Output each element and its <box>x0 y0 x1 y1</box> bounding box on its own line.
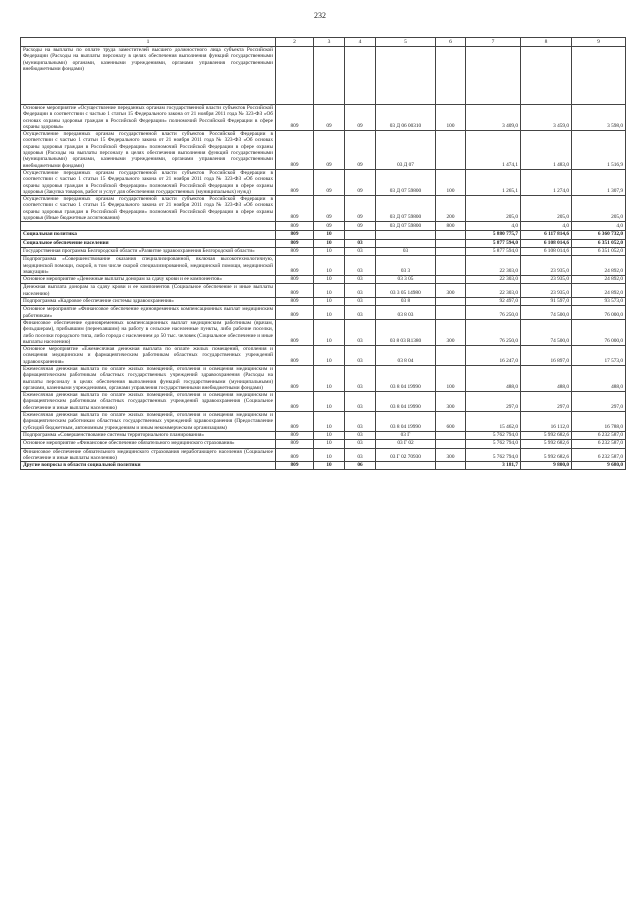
table-row <box>21 247 626 255</box>
section-code: 10 <box>314 298 345 306</box>
amount-year-1: 5 880 775,7 <box>466 231 521 239</box>
expense-type-code <box>436 346 466 366</box>
subsection-code: 03 <box>345 365 376 391</box>
table-row <box>21 392 626 412</box>
item-name: Денежная выплата донорам за сдачу крови и ее компонентов (Социальное обеспечение и иные выплаты населению) <box>21 284 276 298</box>
amount-year-2: 6 117 814,6 <box>521 231 572 239</box>
ministry-code: 809 <box>276 169 314 195</box>
target-article-code: 03 Г <box>376 431 436 439</box>
section-code: 09 <box>314 222 345 231</box>
col-header: 3 <box>314 38 345 47</box>
amount-year-2: 16 897,0 <box>521 346 572 366</box>
item-name: Основное мероприятие «Денежные выплаты донорам за сдачу крови и ее компонентов» <box>21 276 276 284</box>
amount-year-3: 6 351 052,0 <box>572 239 626 247</box>
target-article-code: 03 8 04 19990 <box>376 365 436 391</box>
target-article-code: 03 Д 07 59800 <box>376 169 436 195</box>
amount-year-2: 297,0 <box>521 392 572 412</box>
col-header: 2 <box>276 38 314 47</box>
item-name: Расходы на выплаты по оплате труда заместителей высшего должностного лица субъекта Российской Федерации (Расходы на выплаты персоналу в целях обеспечения выполнения функций государственными (муниципальными) органами, казенными учреждениями, органами управления государственными внебюджетными фондами) <box>21 47 276 105</box>
target-article-code: 03 Г 02 <box>376 440 436 448</box>
expense-type-code <box>436 247 466 255</box>
subsection-code: 03 <box>345 276 376 284</box>
subsection-code: 03 <box>345 256 376 276</box>
amount-year-2: 488,0 <box>521 365 572 391</box>
table-row <box>21 131 626 170</box>
amount-year-1: 22 303,0 <box>466 276 521 284</box>
expense-type-code <box>436 47 466 105</box>
amount-year-2: 23 935,0 <box>521 284 572 298</box>
target-article-code <box>376 47 436 105</box>
subsection-code: 03 <box>345 239 376 247</box>
table-row <box>21 412 626 432</box>
table-row <box>21 276 626 284</box>
item-name: Осуществление переданных органам государственной власти субъектов Российской Федерации в соответствии с частью 1 статьи 15 Федерального закона от 21 ноября 2011 года № 323-ФЗ «Об основах охраны здоровья граждан в Российской Федерации» полномочий Российской Федерации в сфере охраны здоровья (Расходы на выплаты персоналу в целях обеспечения выполнения функций государственными (муниципальными) органами, казенными учреждениями, органами управления государственными внебюджетными фондами) <box>21 131 276 170</box>
amount-year-3: 17 573,0 <box>572 346 626 366</box>
amount-year-2: 4,0 <box>521 222 572 231</box>
section-code: 09 <box>314 105 345 131</box>
item-name: Основное мероприятие «Ежемесячная денежная выплата по оплате жилых помещений, отопления и освещения медицинским и фармацевтическим работникам областных государственных учреждений здравоохранения» <box>21 346 276 366</box>
ministry-code: 809 <box>276 306 314 320</box>
amount-year-2: 1 274,0 <box>521 169 572 195</box>
amount-year-3: 205,0 <box>572 196 626 222</box>
expense-type-code <box>436 231 466 239</box>
target-article-code: 03 Д 07 <box>376 131 436 170</box>
col-header: 9 <box>572 38 626 47</box>
amount-year-2 <box>521 47 572 105</box>
section-code: 10 <box>314 319 345 345</box>
table-row <box>21 105 626 131</box>
ministry-code: 809 <box>276 462 314 470</box>
section-code: 10 <box>314 276 345 284</box>
table-row <box>21 306 626 320</box>
section-code: 10 <box>314 392 345 412</box>
target-article-code: 03 <box>376 247 436 255</box>
table-row <box>21 365 626 391</box>
amount-year-2: 23 935,0 <box>521 276 572 284</box>
col-header: 6 <box>436 38 466 47</box>
amount-year-1: 22 303,0 <box>466 256 521 276</box>
amount-year-2: 5 992 682,6 <box>521 440 572 448</box>
target-article-code: 03 8 <box>376 298 436 306</box>
ministry-code: 809 <box>276 431 314 439</box>
subsection-code: 03 <box>345 284 376 298</box>
subsection-code: 03 <box>345 448 376 462</box>
amount-year-3: 16 788,0 <box>572 412 626 432</box>
col-header: 7 <box>466 38 521 47</box>
section-code: 10 <box>314 448 345 462</box>
target-article-code: 03 Д 07 59800 <box>376 196 436 222</box>
expense-type-code <box>436 462 466 470</box>
amount-year-1: 205,0 <box>466 196 521 222</box>
ministry-code: 809 <box>276 222 314 231</box>
amount-year-2: 205,0 <box>521 196 572 222</box>
amount-year-3: 76 000,0 <box>572 319 626 345</box>
target-article-code: 03 3 05 <box>376 276 436 284</box>
target-article-code: 03 Д 07 59800 <box>376 222 436 231</box>
amount-year-3: 6 360 732,0 <box>572 231 626 239</box>
expense-type-code <box>436 131 466 170</box>
ministry-code: 809 <box>276 231 314 239</box>
section-code: 10 <box>314 306 345 320</box>
amount-year-3: 4,0 <box>572 222 626 231</box>
table-row <box>21 462 626 470</box>
amount-year-2: 91 597,0 <box>521 298 572 306</box>
item-name: Ежемесячная денежная выплата по оплате жилых помещений, отопления и освещения медицинским и фармацевтическим работникам областных государственных учреждений здравоохранения (Предоставление субсидий бюджетным, автономным учреждениям и иным некоммерческим организациям) <box>21 412 276 432</box>
expense-type-code <box>436 440 466 448</box>
amount-year-3: 24 892,0 <box>572 284 626 298</box>
amount-year-3: 6 351 052,0 <box>572 247 626 255</box>
table-row <box>21 256 626 276</box>
ministry-code: 809 <box>276 276 314 284</box>
item-name: Основное мероприятие «Финансовое обеспечение обязательного медицинского страхования» <box>21 440 276 448</box>
amount-year-2: 9 800,0 <box>521 462 572 470</box>
ministry-code: 809 <box>276 284 314 298</box>
table-row <box>21 47 626 105</box>
section-code: 09 <box>314 131 345 170</box>
table-row <box>21 346 626 366</box>
expense-type-code: 100 <box>436 365 466 391</box>
subsection-code: 03 <box>345 412 376 432</box>
col-header: 4 <box>345 38 376 47</box>
amount-year-1: 76 250,0 <box>466 319 521 345</box>
amount-year-2: 5 992 682,6 <box>521 448 572 462</box>
amount-year-2: 16 112,0 <box>521 412 572 432</box>
subsection-code: 09 <box>345 169 376 195</box>
target-article-code: 03 8 03 <box>376 306 436 320</box>
amount-year-3: 9 680,0 <box>572 462 626 470</box>
subsection-code: 06 <box>345 462 376 470</box>
subsection-code: 09 <box>345 222 376 231</box>
expense-type-code: 100 <box>436 105 466 131</box>
amount-year-1: 92 497,0 <box>466 298 521 306</box>
subsection-code <box>345 47 376 105</box>
target-article-code <box>376 462 436 470</box>
ministry-code: 809 <box>276 365 314 391</box>
expense-type-code <box>436 256 466 276</box>
subsection-code: 03 <box>345 392 376 412</box>
subsection-code: 03 <box>345 306 376 320</box>
amount-year-2: 1 483,0 <box>521 131 572 170</box>
item-name: Ежемесячная денежная выплата по оплате жилых помещений, отопления и освещения медицинским и фармацевтическим работникам областных государственных учреждений здравоохранения (Расходы на выплаты персоналу в целях обеспечения выполнения функций государственными (муниципальными) органами, казенными учреждениями, органами управления государственными внебюджетными фондами) <box>21 365 276 391</box>
ministry-code: 809 <box>276 448 314 462</box>
target-article-code: 03 8 03 R1380 <box>376 319 436 345</box>
amount-year-3: 6 232 587,0 <box>572 440 626 448</box>
target-article-code <box>376 231 436 239</box>
item-name <box>21 222 276 231</box>
ministry-code: 809 <box>276 319 314 345</box>
page-number: 232 <box>314 11 326 20</box>
expense-type-code: 300 <box>436 448 466 462</box>
amount-year-1: 5 762 794,0 <box>466 448 521 462</box>
table-row <box>21 196 626 222</box>
ministry-code: 809 <box>276 392 314 412</box>
item-name: Подпрограмма «Совершенствование оказания специализированной, включая высокотехнологичную, медицинской помощи, скорой, в том числе скорой специализированной, медицинской помощи, медицинской эвакуации» <box>21 256 276 276</box>
subsection-code: 09 <box>345 196 376 222</box>
expense-type-code <box>436 306 466 320</box>
col-header: 5 <box>376 38 436 47</box>
amount-year-3: 1 516,9 <box>572 131 626 170</box>
expense-type-code <box>436 276 466 284</box>
section-code: 10 <box>314 231 345 239</box>
amount-year-1: 488,0 <box>466 365 521 391</box>
amount-year-2: 23 935,0 <box>521 256 572 276</box>
item-name: Основное мероприятие «Осуществление переданных органам государственной власти субъектов Российской Федерации в соответствии с частью 1 статьи 15 Федерального закона от 21 ноября 2011 года № 323-ФЗ «Об основах охраны здоровья граждан в Российской Федерации» полномочий Российской Федерации в сфере охраны здоровья» <box>21 105 276 131</box>
target-article-code <box>376 239 436 247</box>
amount-year-3: 93 573,0 <box>572 298 626 306</box>
amount-year-3 <box>572 47 626 105</box>
amount-year-1: 297,0 <box>466 392 521 412</box>
ministry-code: 809 <box>276 105 314 131</box>
item-name: Основное мероприятие «Финансовое обеспечение единовременных компенсационных выплат медицинским работникам» <box>21 306 276 320</box>
amount-year-1: 3 181,7 <box>466 462 521 470</box>
header-row <box>21 38 626 47</box>
amount-year-2: 6 108 014,6 <box>521 247 572 255</box>
target-article-code: 03 8 04 <box>376 346 436 366</box>
expense-type-code: 300 <box>436 392 466 412</box>
target-article-code: 03 8 04 19990 <box>376 412 436 432</box>
expense-type-code: 600 <box>436 412 466 432</box>
item-name: Осуществление переданных органам государственной власти субъектов Российской Федерации в соответствии с частью 1 статьи 15 Федерального закона от 21 ноября 2011 года № 323-ФЗ «Об основах охраны здоровья граждан в Российской Федерации» полномочий Российской Федерации в сфере охраны здоровья (Закупка товаров, работ и услуг для обеспечения государственных (муниципальных) нужд) <box>21 169 276 195</box>
amount-year-3: 3 598,0 <box>572 105 626 131</box>
section-code: 10 <box>314 247 345 255</box>
subsection-code: 09 <box>345 105 376 131</box>
subsection-code: 03 <box>345 247 376 255</box>
amount-year-1: 1 265,1 <box>466 169 521 195</box>
expense-type-code: 800 <box>436 222 466 231</box>
ministry-code <box>276 47 314 105</box>
item-name: Финансовое обеспечение единовременных компенсационных выплат медицинским работникам (врачам, фельдшерам), прибывшим (переехавшим) на работу в сельские населенные пункты, либо рабочие поселки, либо поселки городского типа, либо города с населением до 50 тыс. человек (Социальное обеспечение и иные выплаты населению) <box>21 319 276 345</box>
table-row <box>21 440 626 448</box>
amount-year-2: 6 108 014,6 <box>521 239 572 247</box>
section-code: 09 <box>314 196 345 222</box>
expense-type-code: 200 <box>436 196 466 222</box>
table-row <box>21 239 626 247</box>
expense-type-code: 100 <box>436 169 466 195</box>
amount-year-1: 5 762 794,0 <box>466 431 521 439</box>
amount-year-1: 15 462,0 <box>466 412 521 432</box>
amount-year-2: 5 992 682,6 <box>521 431 572 439</box>
ministry-code: 809 <box>276 440 314 448</box>
table-row <box>21 222 626 231</box>
section-code <box>314 47 345 105</box>
section-code: 10 <box>314 462 345 470</box>
table-row <box>21 431 626 439</box>
section-code: 10 <box>314 365 345 391</box>
amount-year-3: 6 232 587,0 <box>572 448 626 462</box>
amount-year-3: 297,0 <box>572 392 626 412</box>
target-article-code: 03 8 04 19990 <box>376 392 436 412</box>
item-name: Государственная программа Белгородской области «Развитие здравоохранения Белгородской области» <box>21 247 276 255</box>
item-name: Ежемесячная денежная выплата по оплате жилых помещений, отопления и освещения медицинским и фармацевтическим работникам областных государственных учреждений здравоохранения (Социальное обеспечение и иные выплаты населению) <box>21 392 276 412</box>
ministry-code: 809 <box>276 346 314 366</box>
ministry-code: 809 <box>276 196 314 222</box>
section-code: 10 <box>314 346 345 366</box>
item-name: Осуществление переданных органам государственной власти субъектов Российской Федерации в соответствии с частью 1 статьи 15 Федерального закона от 21 ноября 2011 года № 323-ФЗ «Об основах охраны здоровья граждан в Российской Федерации» полномочий Российской Федерации в сфере охраны здоровья (Иные бюджетные ассигнования) <box>21 196 276 222</box>
ministry-code: 809 <box>276 247 314 255</box>
expense-type-code: 300 <box>436 319 466 345</box>
ministry-code: 809 <box>276 239 314 247</box>
ministry-code: 809 <box>276 412 314 432</box>
amount-year-3: 76 000,0 <box>572 306 626 320</box>
table-row <box>21 298 626 306</box>
item-name: Подпрограмма «Совершенствование системы территориального планирования» <box>21 431 276 439</box>
subsection-code: 03 <box>345 346 376 366</box>
table-row <box>21 284 626 298</box>
table-row <box>21 319 626 345</box>
section-code: 10 <box>314 256 345 276</box>
subsection-code: 09 <box>345 131 376 170</box>
target-article-code: 03 Д 06 00310 <box>376 105 436 131</box>
item-name: Финансовое обеспечение обязательного медицинского страхования неработающего населения (Социальное обеспечение и иные выплаты населению) <box>21 448 276 462</box>
amount-year-1: 5 762 794,0 <box>466 440 521 448</box>
ministry-code: 809 <box>276 256 314 276</box>
amount-year-3: 6 232 587,0 <box>572 431 626 439</box>
expense-type-code <box>436 431 466 439</box>
table-row <box>21 169 626 195</box>
col-header: 1 <box>21 38 276 47</box>
amount-year-3: 1 307,9 <box>572 169 626 195</box>
item-name: Социальная политика <box>21 231 276 239</box>
ministry-code: 809 <box>276 298 314 306</box>
amount-year-1: 4,0 <box>466 222 521 231</box>
subsection-code: 03 <box>345 298 376 306</box>
amount-year-1: 5 877 594,0 <box>466 247 521 255</box>
expense-type-code: 300 <box>436 284 466 298</box>
col-header: 8 <box>521 38 572 47</box>
ministry-code: 809 <box>276 131 314 170</box>
amount-year-1: 16 247,0 <box>466 346 521 366</box>
table-row <box>21 231 626 239</box>
table-row <box>21 448 626 462</box>
amount-year-2: 74 500,0 <box>521 306 572 320</box>
expense-type-code <box>436 298 466 306</box>
subsection-code: 03 <box>345 431 376 439</box>
amount-year-2: 74 500,0 <box>521 319 572 345</box>
expense-type-code <box>436 239 466 247</box>
target-article-code: 03 3 <box>376 256 436 276</box>
amount-year-1: 5 877 594,0 <box>466 239 521 247</box>
item-name: Другие вопросы в области социальной политики <box>21 462 276 470</box>
amount-year-1: 22 303,0 <box>466 284 521 298</box>
section-code: 10 <box>314 440 345 448</box>
section-code: 10 <box>314 239 345 247</box>
amount-year-3: 24 892,0 <box>572 276 626 284</box>
amount-year-1: 3 409,0 <box>466 105 521 131</box>
subsection-code: 03 <box>345 440 376 448</box>
section-code: 09 <box>314 169 345 195</box>
amount-year-1: 76 250,0 <box>466 306 521 320</box>
item-name: Социальное обеспечение населения <box>21 239 276 247</box>
target-article-code: 03 3 05 14980 <box>376 284 436 298</box>
section-code: 10 <box>314 412 345 432</box>
subsection-code <box>345 231 376 239</box>
amount-year-3: 24 892,0 <box>572 256 626 276</box>
amount-year-2: 3 459,0 <box>521 105 572 131</box>
budget-table <box>20 37 626 470</box>
target-article-code: 03 Г 02 70930 <box>376 448 436 462</box>
subsection-code: 03 <box>345 319 376 345</box>
section-code: 10 <box>314 284 345 298</box>
amount-year-1: 1 474,1 <box>466 131 521 170</box>
amount-year-1 <box>466 47 521 105</box>
item-name: Подпрограмма «Кадровое обеспечение системы здравоохранения» <box>21 298 276 306</box>
amount-year-3: 488,0 <box>572 365 626 391</box>
section-code: 10 <box>314 431 345 439</box>
